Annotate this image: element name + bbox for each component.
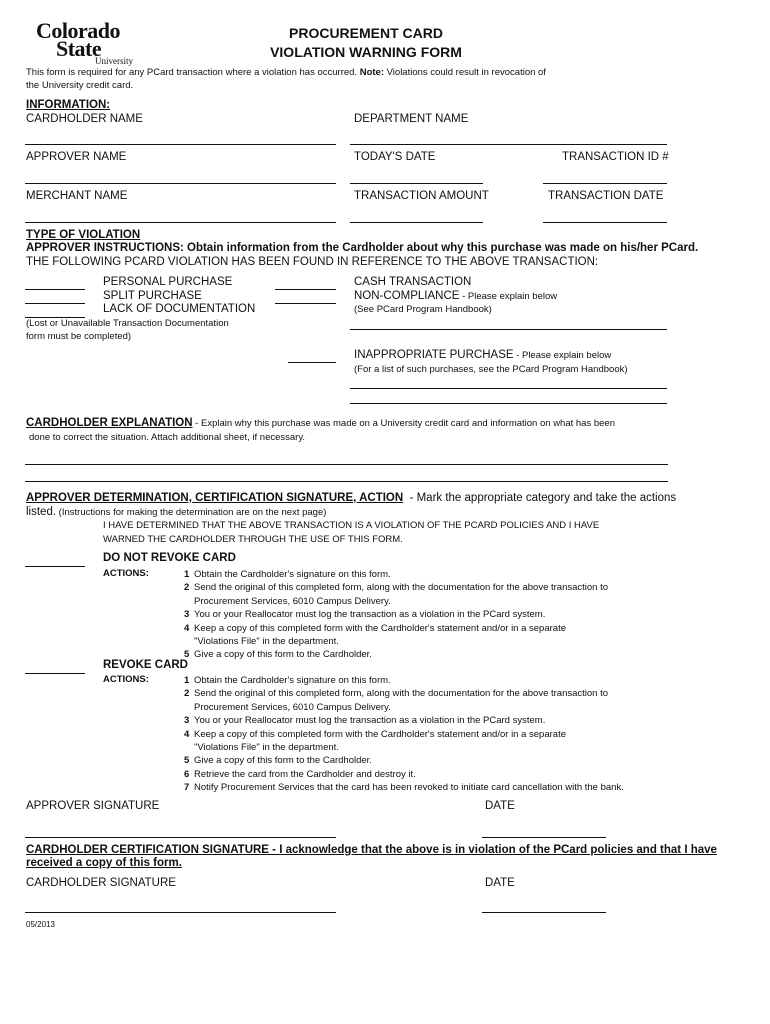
non-compliance-explanation-field[interactable] — [350, 329, 667, 330]
explanation-field-1[interactable] — [25, 464, 668, 465]
action-item — [184, 714, 624, 727]
explanation-field-2[interactable] — [25, 481, 668, 482]
approver-name-field[interactable] — [25, 183, 336, 184]
cardholder-date-field[interactable] — [482, 912, 606, 913]
do-not-revoke-actions-label: ACTIONS: — [103, 568, 149, 579]
action-text: Notify Procurement Services that the card has been revoked to initiate card cancellation with the bank. — [194, 782, 624, 794]
action-text: Give a copy of this form to the Cardholder. — [194, 755, 372, 767]
action-item — [184, 648, 608, 661]
form-title-line2: VIOLATION WARNING FORM — [270, 44, 462, 60]
cardholder-signature-field[interactable] — [25, 912, 336, 913]
action-item — [184, 674, 624, 687]
action-number: 5 — [184, 649, 190, 661]
cardholder-signature-label: CARDHOLDER SIGNATURE — [26, 877, 176, 889]
todays-date-label: TODAY'S DATE — [354, 151, 436, 163]
inappropriate-explanation-field-2[interactable] — [350, 403, 667, 404]
lost-documentation-note-line2: form must be completed) — [26, 331, 132, 342]
cardholder-explanation: CARDHOLDER EXPLANATION - Explain why this purchase was made on a University credit card and information on what has been — [26, 417, 615, 429]
action-text: You or your Reallocator must log the transaction as a violation in the PCard system. — [194, 609, 546, 621]
action-item — [184, 768, 624, 781]
action-item — [184, 608, 608, 621]
department-name-label: DEPARTMENT NAME — [354, 113, 469, 125]
lost-documentation-note: (Lost or Unavailable Transaction Documentation — [26, 318, 229, 329]
action-item — [184, 728, 624, 741]
form-revision-date: 05/2013 — [26, 920, 55, 929]
do-not-revoke-check[interactable] — [25, 566, 85, 567]
action-text: Obtain the Cardholder's signature on this form. — [194, 569, 391, 580]
cardholder-certification-line2: received a copy of this form. — [26, 857, 182, 869]
action-number: 2 — [184, 582, 190, 594]
cardholder-certification-heading: CARDHOLDER CERTIFICATION SIGNATURE - I acknowledge that the above is in violation of the PCard policies and that I have — [26, 844, 717, 856]
violation-found-text: THE FOLLOWING PCARD VIOLATION HAS BEEN FOUND IN REFERENCE TO THE ABOVE TRANSACTION: — [26, 256, 599, 268]
approver-signature-label: APPROVER SIGNATURE — [26, 800, 160, 812]
revoke-check[interactable] — [25, 673, 85, 674]
cash-transaction-label: CASH TRANSACTION — [354, 276, 472, 288]
information-heading: INFORMATION: — [26, 99, 111, 111]
action-number: 3 — [184, 715, 190, 727]
approver-date-label: DATE — [485, 800, 515, 812]
action-text: "Violations File" in the department. — [194, 742, 339, 754]
inappropriate-list-note: (For a list of such purchases, see the PCard Program Handbook) — [354, 364, 628, 375]
inappropriate-purchase-label: INAPPROPRIATE PURCHASE - Please explain below — [354, 349, 612, 361]
intro-text: This form is required for any PCard transaction where a violation has occurred. Note: Violations could result in revocation of — [26, 67, 546, 78]
approver-instructions: APPROVER INSTRUCTIONS: Obtain information from the Cardholder about why this purchase was made on his/her PCard. — [26, 242, 699, 254]
lack-of-documentation-label: LACK OF DOCUMENTATION — [103, 303, 256, 315]
transaction-id-label: TRANSACTION ID # — [562, 151, 669, 163]
action-item — [184, 754, 624, 767]
action-text: Retrieve the card from the Cardholder and destroy it. — [194, 768, 416, 780]
transaction-date-label: TRANSACTION DATE — [548, 190, 664, 202]
action-item — [184, 622, 608, 635]
type-of-violation-heading: TYPE OF VIOLATION — [26, 229, 141, 241]
action-item — [184, 741, 624, 754]
inappropriate-purchase-check[interactable] — [288, 362, 336, 363]
action-number: 1 — [184, 569, 190, 580]
non-compliance-label: NON-COMPLIANCE - Please explain below — [354, 290, 558, 302]
revoke-actions-list — [184, 674, 624, 795]
determination-statement: I HAVE DETERMINED THAT THE ABOVE TRANSACTION IS A VIOLATION OF THE PCARD POLICIES AND I HAVE — [103, 520, 600, 531]
revoke-heading: REVOKE CARD — [103, 659, 188, 671]
personal-purchase-label: PERSONAL PURCHASE — [103, 276, 233, 288]
action-number: 6 — [184, 768, 190, 780]
action-text: Keep a copy of this completed form with the Cardholder's statement and/or in a separate — [194, 728, 566, 740]
cardholder-name-field[interactable] — [25, 144, 336, 145]
action-number: 1 — [184, 675, 190, 686]
action-text: Send the original of this completed form, along with the documentation for the above transaction to — [194, 582, 609, 594]
action-number: 3 — [184, 609, 190, 621]
transaction-amount-label: TRANSACTION AMOUNT — [354, 190, 489, 202]
action-item — [184, 687, 624, 700]
determination-statement-line2: WARNED THE CARDHOLDER THROUGH THE USE OF THIS FORM. — [103, 534, 403, 545]
split-purchase-check[interactable] — [25, 303, 85, 304]
transaction-amount-field[interactable] — [350, 222, 483, 223]
action-item — [184, 781, 624, 794]
action-item — [184, 595, 608, 608]
action-text: You or your Reallocator must log the transaction as a violation in the PCard system. — [194, 715, 546, 727]
revoke-actions-label: ACTIONS: — [103, 674, 149, 685]
cardholder-name-label: CARDHOLDER NAME — [26, 113, 143, 125]
action-item — [184, 568, 608, 581]
transaction-date-field[interactable] — [543, 222, 667, 223]
action-item — [184, 701, 624, 714]
department-name-field[interactable] — [350, 144, 667, 145]
action-number: 2 — [184, 688, 190, 700]
logo-line2: State — [56, 36, 102, 61]
personal-purchase-check[interactable] — [25, 289, 85, 290]
action-text: Obtain the Cardholder's signature on this form. — [194, 675, 391, 686]
inappropriate-explanation-field-1[interactable] — [350, 388, 667, 389]
todays-date-field[interactable] — [350, 183, 483, 184]
merchant-name-label: MERCHANT NAME — [26, 190, 128, 202]
action-item — [184, 581, 608, 594]
logo-line1: Colorado — [36, 18, 120, 43]
transaction-id-field[interactable] — [543, 183, 667, 184]
split-purchase-label: SPLIT PURCHASE — [103, 290, 202, 302]
cardholder-date-label: DATE — [485, 877, 515, 889]
action-number: 5 — [184, 755, 190, 767]
non-compliance-check[interactable] — [275, 303, 336, 304]
cardholder-explanation-line2: done to correct the situation. Attach additional sheet, if necessary. — [29, 432, 306, 443]
logo-line3: University — [95, 56, 133, 66]
action-text: Procurement Services, 6010 Campus Delivery. — [194, 595, 391, 607]
action-text: Send the original of this completed form, along with the documentation for the above transaction to — [194, 688, 609, 700]
do-not-revoke-heading: DO NOT REVOKE CARD — [103, 552, 236, 564]
action-text: "Violations File" in the department. — [194, 636, 339, 648]
form-title-line1: PROCUREMENT CARD — [289, 25, 443, 41]
action-number: 7 — [184, 782, 190, 794]
approver-date-field[interactable] — [482, 837, 606, 838]
see-handbook-note: (See PCard Program Handbook) — [354, 304, 492, 315]
approver-determination-heading: APPROVER DETERMINATION, CERTIFICATION SIGNATURE, ACTION - Mark the appropriate category and take the actions — [26, 492, 677, 504]
action-item — [184, 635, 608, 648]
approver-signature-field[interactable] — [25, 837, 336, 838]
action-text: Procurement Services, 6010 Campus Delivery. — [194, 701, 391, 713]
intro-text-line2: the University credit card. — [26, 80, 134, 91]
action-text: Keep a copy of this completed form with the Cardholder's statement and/or in a separate — [194, 622, 566, 634]
action-text: Give a copy of this form to the Cardholder. — [194, 649, 372, 661]
action-number: 4 — [184, 622, 190, 634]
merchant-name-field[interactable] — [25, 222, 336, 223]
cash-transaction-check[interactable] — [275, 289, 336, 290]
action-number: 4 — [184, 728, 190, 740]
approver-name-label: APPROVER NAME — [26, 151, 127, 163]
approver-determination-listed: listed. (Instructions for making the determination are on the next page) — [26, 506, 327, 518]
do-not-revoke-actions-list — [184, 568, 608, 662]
